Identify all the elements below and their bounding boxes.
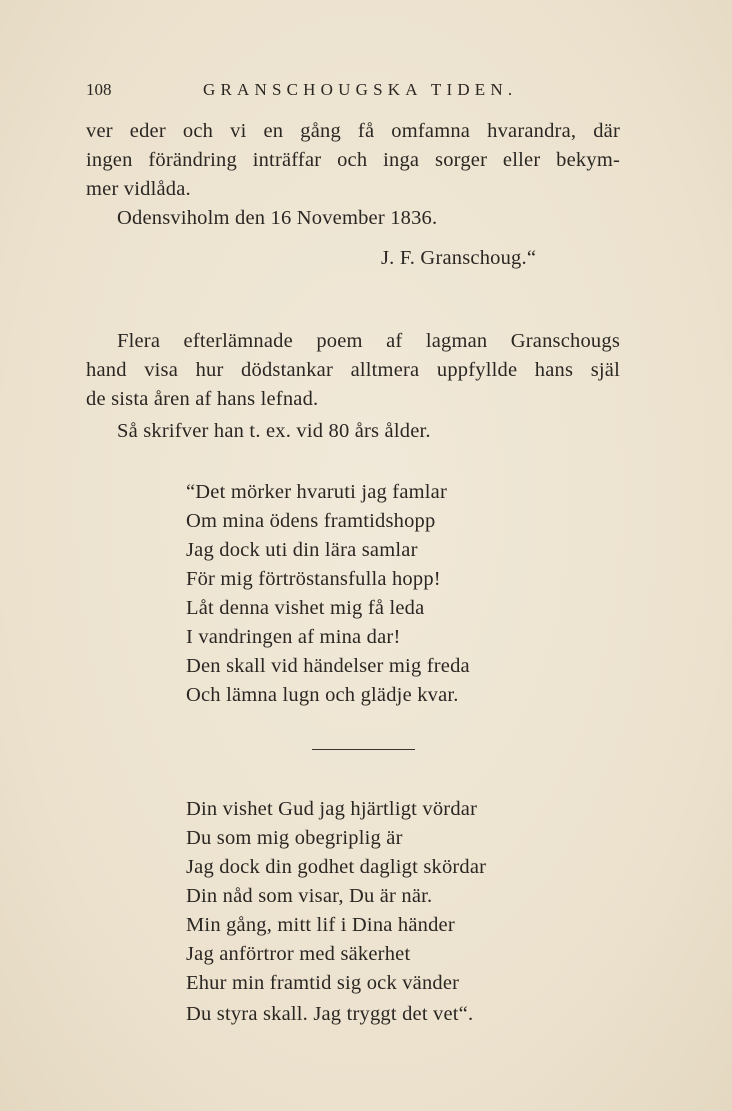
poem-line: Den skall vid händelser mig freda — [186, 655, 470, 677]
poem-line: Min gång, mitt lif i Dina händer — [186, 914, 455, 936]
letter-line: ver eder och vi en gång få omfamna hvarandra, där — [86, 120, 620, 142]
poem-line: För mig förtröstansfulla hopp! — [186, 568, 441, 590]
page-number: 108 — [86, 80, 112, 99]
place-date: Odensviholm den 16 November 1836. — [117, 207, 438, 229]
poem-line: Låt denna vishet mig få leda — [186, 597, 425, 619]
poem-line: Din nåd som visar, Du är när. — [186, 885, 433, 907]
section-divider — [312, 749, 415, 750]
letter-line: mer vidlåda. — [86, 178, 191, 200]
poem-line: “Det mörker hvaruti jag famlar — [186, 481, 447, 503]
signature: J. F. Granschoug.“ — [381, 247, 537, 269]
running-title: GRANSCHOUGSKA TIDEN. — [203, 80, 518, 99]
poem-line: Jag dock uti din lära samlar — [186, 539, 418, 561]
letter-line: ingen förändring inträffar och inga sorger eller bekym- — [86, 149, 620, 171]
poem-line: Jag anförtror med säkerhet — [186, 943, 411, 965]
body-line: Flera efterlämnade poem af lagman Granschougs — [117, 330, 620, 352]
body-line: hand visa hur dödstankar alltmera uppfyllde hans själ — [86, 359, 620, 381]
poem-line: Jag dock din godhet dagligt skördar — [186, 856, 487, 878]
poem-line: Och lämna lugn och glädje kvar. — [186, 684, 459, 706]
poem-line: Om mina ödens framtidshopp — [186, 510, 436, 532]
poem-line: Du som mig obegriplig är — [186, 827, 403, 849]
poem-line: Ehur min framtid sig ock vänder — [186, 972, 460, 994]
body-line: de sista åren af hans lefnad. — [86, 388, 319, 410]
poem-line: Din vishet Gud jag hjärtligt vördar — [186, 798, 478, 820]
poem-intro: Så skrifver han t. ex. vid 80 års ålder. — [117, 420, 431, 442]
poem-line: I vandringen af mina dar! — [186, 626, 401, 648]
poem-line: Du styra skall. Jag tryggt det vet“. — [186, 1003, 474, 1025]
